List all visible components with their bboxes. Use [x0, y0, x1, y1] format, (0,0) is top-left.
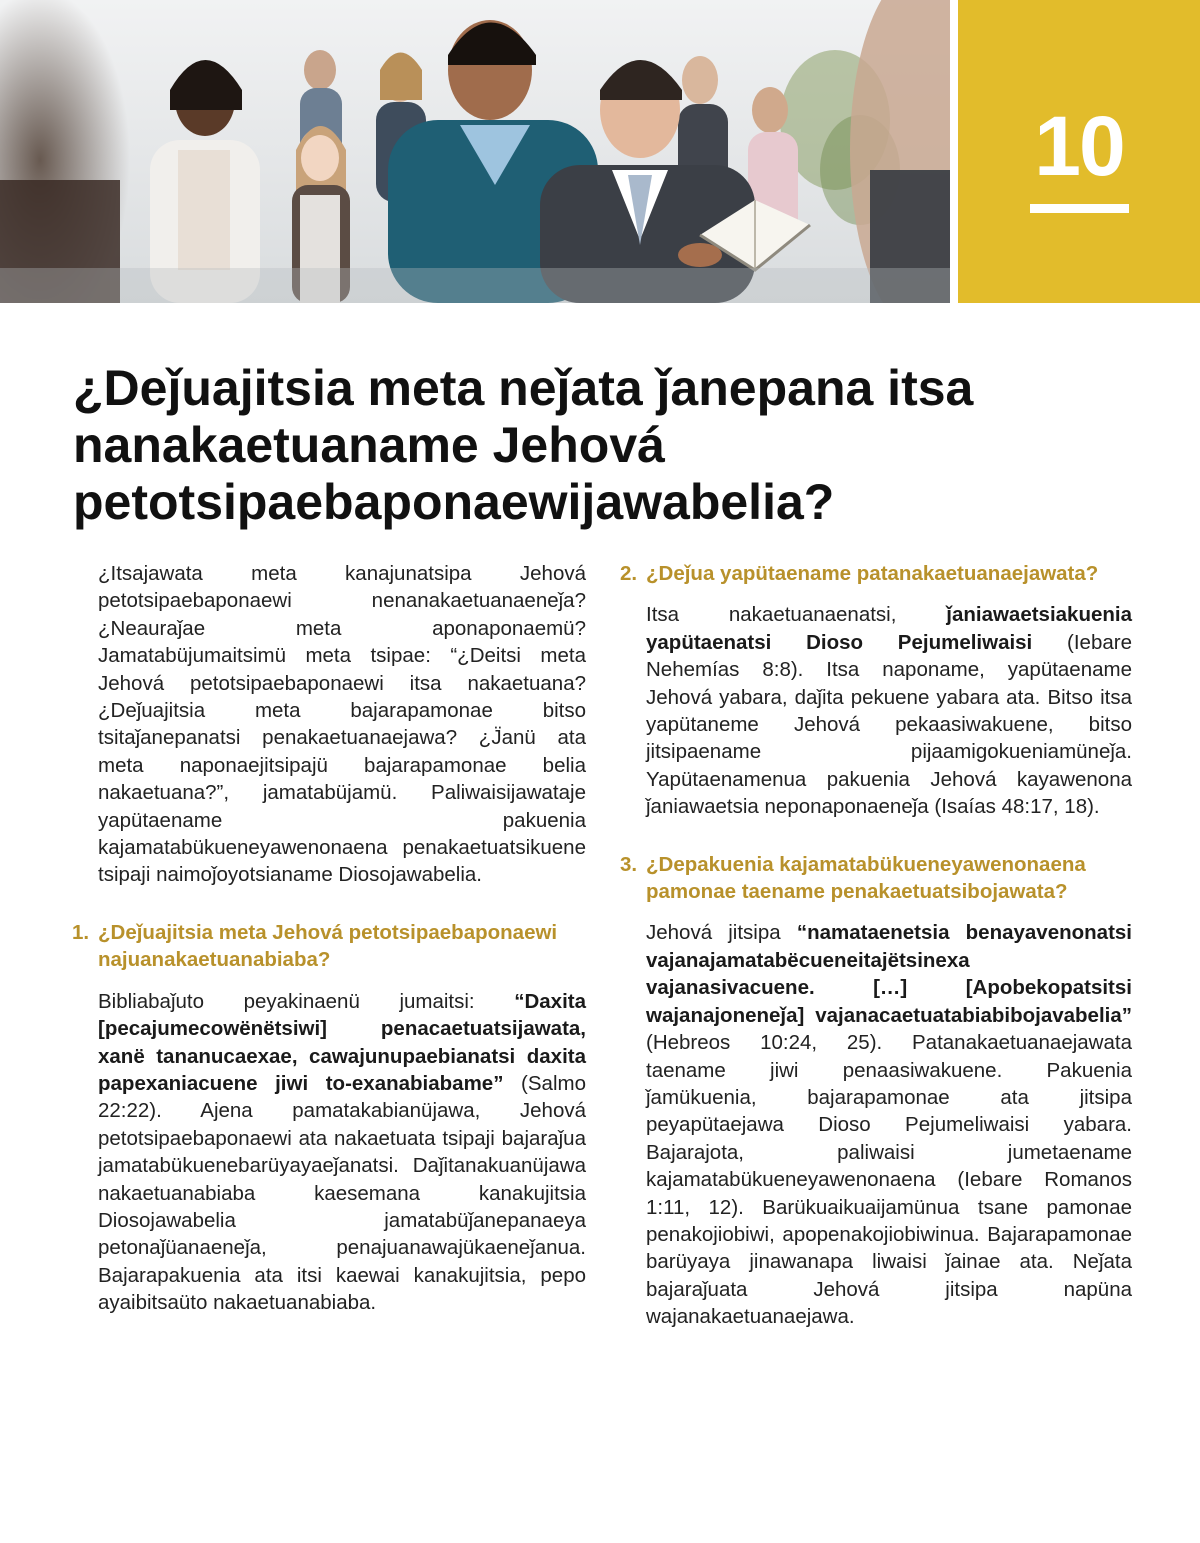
section-2-text-after: (Iebare Nehemías 8:8). Itsa naponame, yapütaename Jehová yabara, daǰita pekuene yabara ata. Bitso itsa yapütaneme Jehová pekaasiwakuene, bitso jitsipaename pijaamigokueniamüneǰa. Yapütaenamenua pakuenia Jehová kayawenona ǰaniawaetsia neponaponaeneǰa (Isaías 48:17, 18). [646, 630, 1132, 819]
section-2-question [620, 560, 1132, 587]
section-2-paragraph [620, 601, 1132, 820]
left-column [72, 560, 586, 1317]
section-2-text-before: Itsa nakaetuanaenatsi, [646, 603, 947, 627]
section-3-quote: “namataenetsia benayavenonatsi vajanajamatabëcueneitajëtsinexa vajanasivacuene. […] [Apobekopatsitsi wajanajoneneǰa] vajanacaetuatabiabibojavabelia” [646, 921, 1132, 1027]
section-3-question-text: ¿Depakuenia kajamatabükueneyawenonaena pamonae taename penakaetuatsibojawata? [646, 852, 1086, 904]
lesson-number-box [958, 0, 1200, 303]
section-1-text-after: (Salmo 22:22). Ajena pamatakabianüjawa, Jehová petotsipaebaponaewi ata nakaetuata tsipaji bajaraǰua jamatabükuenebarüyayaeǰanatsi. Daǰitanakuanüjawa nakaetuanabiaba kaesemana kanakujitsia Diosojawabelia jamatabüǰanepanaeya petonaǰüanaeneǰa, penajuanawajükaeneǰanua. Bajarapakuenia ata itsi kaewai kanakujitsia, pepo ayaibitsaüto nakaetuanabiaba. [98, 1071, 586, 1315]
lesson-number: 10 [1034, 99, 1124, 193]
section-1-text-before: Bibliabaǰuto peyakinaenü jumaitsi: [98, 989, 515, 1013]
lesson-number-underline [1030, 204, 1129, 213]
intro-paragraph: ¿Itsajawata meta kanajunatsipa Jehová petotsipaebaponaewi nenanakaetuanaeneǰa? ¿Neauraǰae meta aponaponaemü? Jamatabüjumaitsimü meta tsipae: “¿Deitsi meta Jehová petotsipaebaponaewi itsa nakaetuana? ¿Deǰuajitsia meta bajarapamonae bitso tsitaǰanepanatsi penakaetuanaejawa? ¿J̈anü ata meta naponaejitsipajü bajarapamonae belia nakaetuana?”, jamatabüjamü. Paliwaisijawataje yapütaename pakuenia kajamatabükueneyawenonaena penakaetuatsikuene tsipaji naimoǰoyotsianame Diosojawabelia. [98, 562, 586, 887]
section-2-quote: ǰaniawaetsiakuenia yapütaenatsi Dioso Pejumeliwaisi [646, 603, 1132, 654]
section-1-number: 1. [72, 920, 90, 944]
section-1-quote: “Daxita [pecajumecowënëtsiwi] penacaetuatsijawata, xanë tananucaexae, cawajunupaebianatsi daxita papexaniacuene jiwi to-exanabiabame” [98, 989, 586, 1095]
section-3-text-after: (Hebreos 10:24, 25). Patanakaetuanaejawata taename jiwi penaasiwakuene. Pakuenia ǰamükuenia, bajarapamonae ata jitsipa peyapütaejawa Dioso Pejumeliwaisi yabara. Bajarajota, paliwaisi jumetaename kajamatabükueneyawenonaena (Iebare Romanos 1:11, 12). Barükuaikuaijamünua tsane pamonae penakojiobiwi, apopenakojiobiwinua. Bajarapamonae barüyaya jinawanapa liwaisi ǰainae ata. Neǰata bajaraǰuata Jehová jitsipa napüna wajanakaetuanaejawa. [646, 1031, 1132, 1329]
photo-illustration [0, 0, 950, 303]
section-1-question-text: ¿Deǰuajitsia meta Jehová petotsipaebaponaewi najuanakaetuanabiaba? [98, 920, 558, 972]
section-1-paragraph [72, 988, 586, 1317]
section-3-question [620, 851, 1132, 906]
section-3-number: 3. [620, 852, 638, 876]
section-1-question [72, 919, 586, 974]
lesson-title: ¿Deǰuajitsia meta neǰata ǰanepana itsa nanakaetuaname Jehová petotsipaebaponaewijawabelia? [73, 360, 974, 530]
section-3-text-before: Jehová jitsipa [646, 921, 797, 945]
right-column [620, 560, 1132, 1331]
header-photo-congregation-meeting [0, 0, 950, 303]
section-2-number: 2. [620, 562, 638, 585]
section-2-question-text: ¿Deǰua yapütaename patanakaetuanaejawata? [646, 562, 1099, 585]
section-3-paragraph [620, 919, 1132, 1330]
